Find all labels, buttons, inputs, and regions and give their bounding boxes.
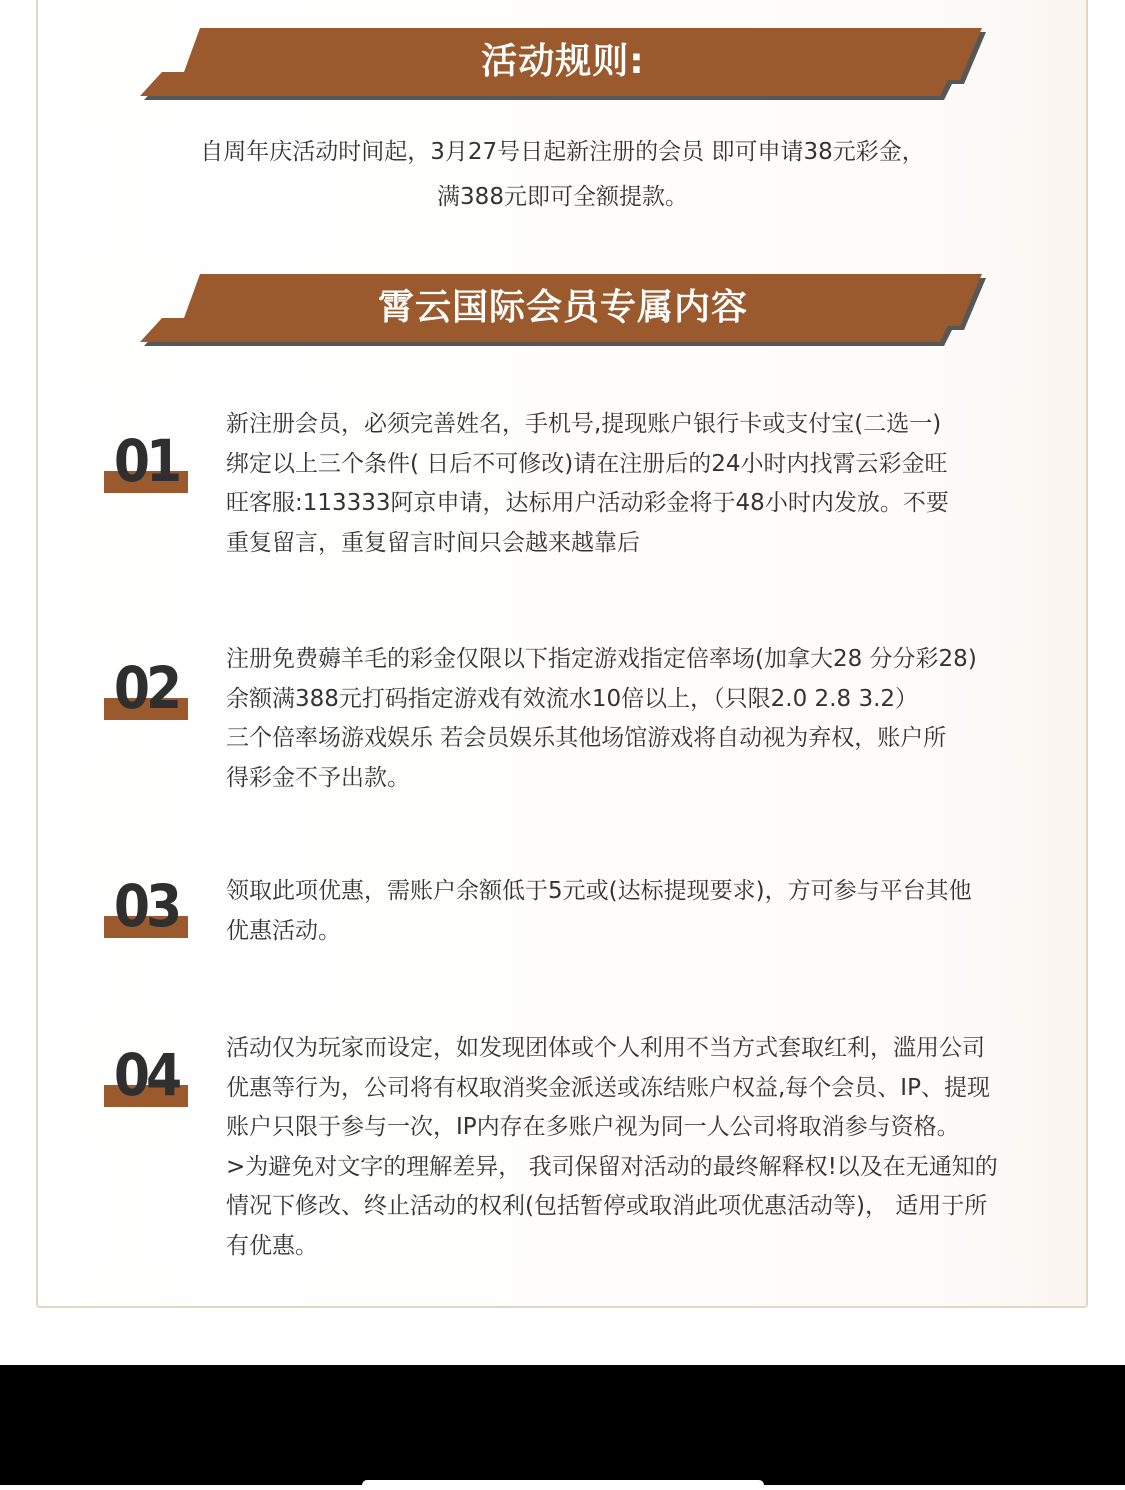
rule-text-line: 重复留言，重复留言时间只会越来越靠后 — [226, 529, 640, 556]
home-indicator[interactable] — [362, 1480, 764, 1490]
rule-text-line: 得彩金不予出款。 — [226, 764, 410, 791]
rule-text-line: 活动仅为玩家而设定，如发现团体或个人利用不当方式套取红利，滥用公司 — [226, 1035, 985, 1061]
rule-text-line: 新注册会员，必须完善姓名，手机号,提现账户银行卡或支付宝(二选一) — [226, 411, 942, 437]
rule-text-line: 绑定以上三个条件( 日后不可修改)请在注册后的24小时内找霄云彩金旺 — [226, 450, 948, 477]
rule-number-badge — [104, 1041, 188, 1135]
rule-number-badge — [104, 427, 188, 521]
rule-number: 03 — [113, 873, 179, 941]
rule-number: 02 — [113, 655, 179, 723]
rule-text-line: 余额满388元打码指定游戏有效流水10倍以上，（只限2.0 2.8 3.2） — [226, 685, 919, 712]
intro-text-line: 自周年庆活动时间起，3月27号日起新注册的会员 即可申请38元彩金， — [200, 139, 925, 165]
section-title-rules: 活动规则: — [481, 41, 645, 82]
rule-number-badge — [104, 872, 188, 966]
rule-text-line: 情况下修改、终止活动的权利(包括暂停或取消此项优惠活动等)， 适用于所 — [226, 1193, 988, 1219]
rule-text-line: 优惠活动。 — [226, 917, 341, 944]
rule-text-line: 领取此项优惠，需账户余额低于5元或(达标提现要求)，方可参与平台其他 — [226, 878, 972, 904]
rule-text — [226, 1029, 1056, 1266]
rule-text-line: 注册免费薅羊毛的彩金仅限以下指定游戏指定倍率场(加拿大28 分分彩28) — [226, 646, 977, 672]
rule-text — [226, 405, 1056, 563]
rule-text — [226, 872, 1056, 951]
rule-number: 01 — [113, 428, 179, 496]
section-banner-rules — [138, 28, 988, 102]
section-title-member: 霄云国际会员专属内容 — [377, 287, 748, 328]
intro-text-line: 满388元即可全额提款。 — [437, 184, 688, 210]
rule-text-line: 旺客服:113333阿京申请，达标用户活动彩金将于48小时内发放。不要 — [226, 490, 949, 516]
rule-text-line: 三个倍率场游戏娱乐 若会员娱乐其他场馆游戏将自动视为弃权，账户所 — [226, 725, 947, 751]
section-banner-member — [138, 274, 988, 348]
rule-text-line: >为避免对文字的理解差异， 我司保留对活动的最终解释权!以及在无通知的 — [226, 1153, 998, 1180]
system-bottom-bar — [0, 1365, 1125, 1485]
rule-text-line: 账户只限于参与一次，IP内存在多账户视为同一人公司将取消参与资格。 — [226, 1114, 960, 1140]
rule-text — [226, 640, 1056, 798]
rule-number-badge — [104, 654, 188, 748]
rule-text-line: 优惠等行为，公司将有权取消奖金派送或冻结账户权益,每个会员、IP、提现 — [226, 1074, 990, 1101]
rule-text-line: 有优惠。 — [226, 1232, 318, 1259]
rule-number: 04 — [113, 1042, 179, 1110]
